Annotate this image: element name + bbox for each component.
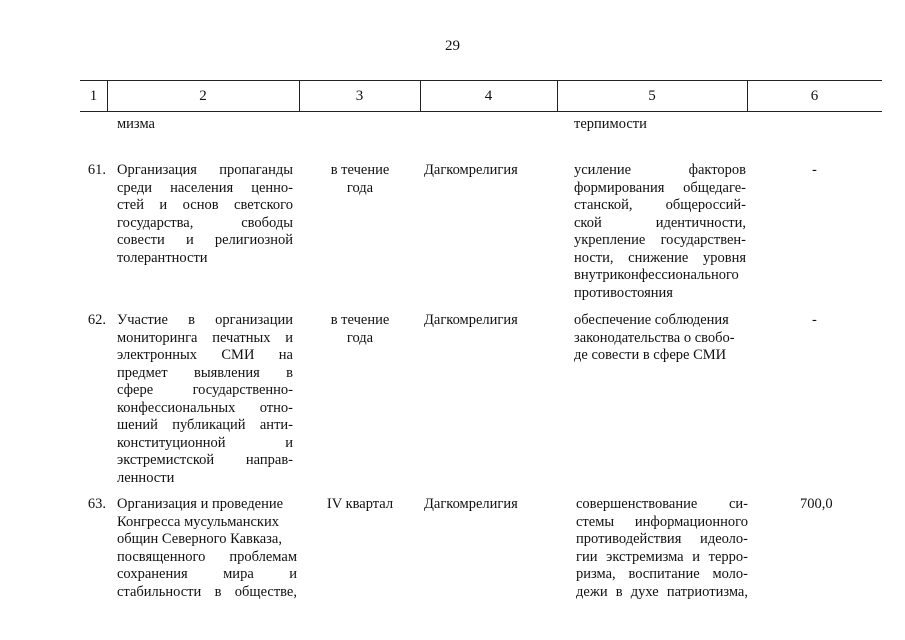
row-number: 62.	[87, 312, 106, 328]
row-executor: Дагкомрелигия	[424, 312, 518, 328]
header-col-6: 6	[810, 88, 819, 104]
header-col-1: 1	[89, 88, 98, 104]
row-event: Участие в организации мониторинга печатных и электронных СМИ на предмет выявления в сфере государственно- конфессиональных отно- шений публикаций анти- конституционной и экстремистской направ- ленности	[117, 312, 293, 486]
row-executor: Дагкомрелигия	[424, 162, 518, 178]
header-col-2: 2	[199, 88, 207, 104]
row-period: в течение года	[330, 312, 390, 346]
continuation-result: терпимости	[574, 116, 647, 132]
header-col-5: 5	[648, 88, 656, 104]
row-number: 61.	[87, 162, 106, 178]
row-event: Организация пропаганды среди населения ценно- стей и основ светского государства, свободы совести и религиозной толерантности	[117, 162, 293, 266]
continuation-event: мизма	[117, 116, 155, 132]
row-funding: -	[812, 162, 817, 178]
row-result: обеспечение соблюдения законодательства о свобо- де совести в сфере СМИ	[574, 312, 735, 363]
row-funding: 700,0	[800, 496, 833, 512]
row-funding: -	[812, 312, 817, 328]
header-col-3: 3	[355, 88, 364, 104]
row-result: усиление факторов формирования общедаге- станской, общероссий- ской идентичности, укрепление государствен- ности, снижение уровня внутриконфессионального противостояния	[574, 162, 746, 301]
row-period: IV квартал	[326, 496, 394, 512]
row-period: в течение года	[330, 162, 390, 196]
row-event: Организация и проведение Конгресса мусульманских общин Северного Кавказа, посвященного проблемам сохранения мира и стабильности в обществе,	[117, 496, 297, 600]
table-header-row	[80, 80, 882, 112]
row-executor: Дагкомрелигия	[424, 496, 518, 512]
page-number: 29	[445, 38, 460, 54]
header-col-4: 4	[484, 88, 493, 104]
row-number: 63.	[87, 496, 106, 512]
row-result: совершенствование си- стемы информационного противодействия идеоло- гии экстремизма и терро- ризма, воспитание моло- дежи в духе патриотизма,	[576, 496, 748, 600]
